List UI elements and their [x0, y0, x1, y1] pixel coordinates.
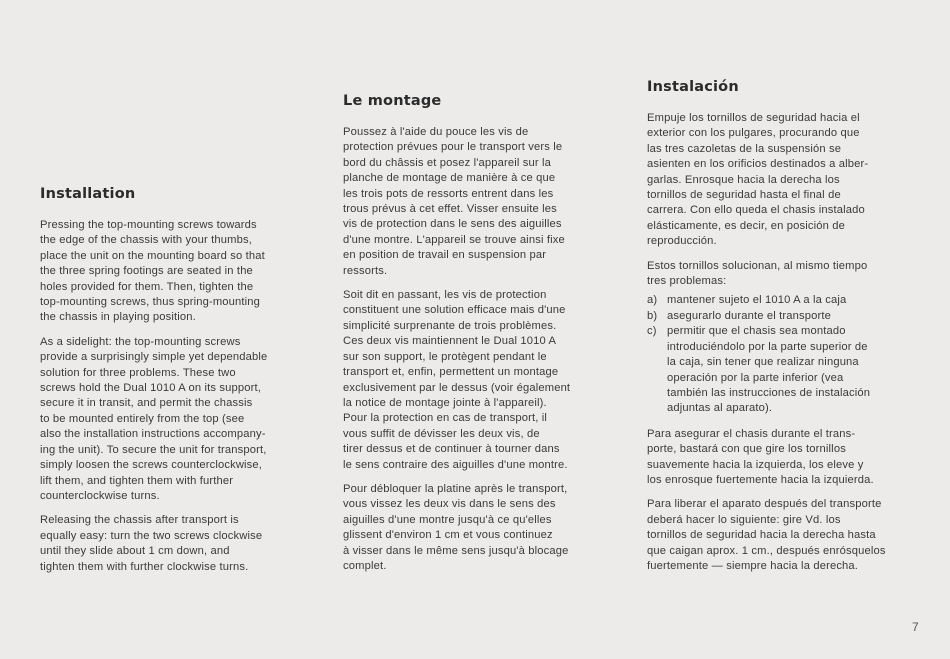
list-marker: b) — [647, 309, 658, 322]
spanish-column — [647, 79, 922, 583]
english-paragraph: Releasing the chassis after transport is equally easy: turn the two screws clockwise until they slide about 1 cm down, and tighten them with further clockwise turns. — [40, 514, 263, 573]
spanish-paragraph: Para liberar el aparato después del transporte deberá hacer lo siguiente: gire Vd. los tornillos de seguridad hacia la derecha hasta que caigan aprox. 1 cm., después enrósquelos fuertemente — siempre hacia la derecha. — [647, 498, 886, 572]
french-column — [343, 93, 615, 583]
french-heading: Le montage — [343, 93, 442, 109]
french-paragraph: Pour débloquer la platine après le transport, vous vissez les deux vis dans le sens des aiguilles d'une montre jusqu'à ce qu'elles glissent d'environ 1 cm et vous continuez à visser dans le même sens jusqu'à blocage complet. — [343, 482, 569, 572]
english-column — [40, 186, 320, 584]
french-paragraph: Poussez à l'aide du pouce les vis de protection prévues pour le transport vers le bord du châssis et posez l'appareil sur la planche de montage de manière à ce que les trois pots de ressorts entrent dans les trous prévus à cet effet. Visser ensuite les vis de protection dans le sens des aiguilles d'une montre. L'appareil se trouve ainsi fixe en position de travail en suspension par ressorts. — [343, 126, 565, 277]
list-item-text: permitir que el chasis sea montado introduciéndolo por la parte superior de la caja, sin tener que realizar ninguna operación por la parte inferior (vea también las instrucciones de instalación adjuntas al aparato). — [667, 325, 871, 415]
list-marker: c) — [647, 325, 657, 338]
list-marker: a) — [647, 294, 658, 307]
list-item-text: asegurarlo durante el transporte — [667, 309, 832, 322]
list-item — [647, 309, 922, 324]
spanish-heading: Instalación — [647, 79, 739, 95]
spanish-paragraph: Para asegurar el chasis durante el trans- porte, bastará con que gire los tornillos suavemente hacia la izquierda, los eleve y los enrosque fuertemente hacia la izquierda. — [647, 427, 874, 486]
english-paragraph: Pressing the top-mounting screws towards the edge of the chassis with your thumbs, place the unit on the mounting board so that the three spring footings are seated in the holes provided for them. Then, tighten the top-mounting screws, thus spring-mounting the chassis in playing position. — [40, 219, 265, 324]
page-number: 7 — [912, 620, 919, 634]
spanish-problem-list — [647, 293, 922, 416]
french-paragraph: Soit dit en passant, les vis de protection constituent une solution efficace mais d'une simplicité surprenante de trois problèmes. Ces deux vis maintiennent le Dual 1010 A sur son support, le protègent pendant le transport et, enfin, permettent un montage exclusivement par le dessus (voir également la notice de montage jointe à l'appareil). Pour la protection en cas de transport, il vous suffit de dévisser les deux vis, de tirer dessus et de continuer à tourner dans le sens contraire des aiguilles d'une montre. — [343, 289, 571, 471]
english-heading: Installation — [40, 186, 136, 202]
english-paragraph: As a sidelight: the top-mounting screws provide a surprisingly simple yet dependable solution for three problems. These two screws hold the Dual 1010 A on its support, secure it in transit, and permit the chassis to be mounted entirely from the top (see also the installation instructions accompany- ing the unit). To secure the unit for transport, simply loosen the screws counterclockwise, lift them, and tighten them with further counterclockwise turns. — [40, 335, 268, 502]
list-item — [647, 293, 922, 308]
spanish-paragraph: Empuje los tornillos de seguridad hacia el exterior con los pulgares, procurando que las tres cazoletas de la suspensión se asienten en los orificios destinados a alber- garlas. Enrosque hacia la derecha los tornillos de seguridad hasta el final de carrera. Con ello queda el chasis instalado elásticamente, es decir, en posición de reproducción. — [647, 112, 869, 248]
list-item-text: mantener sujeto el 1010 A a la caja — [667, 294, 847, 307]
list-item — [647, 324, 922, 416]
spanish-paragraph: Estos tornillos solucionan, al mismo tiempo tres problemas: — [647, 259, 868, 288]
